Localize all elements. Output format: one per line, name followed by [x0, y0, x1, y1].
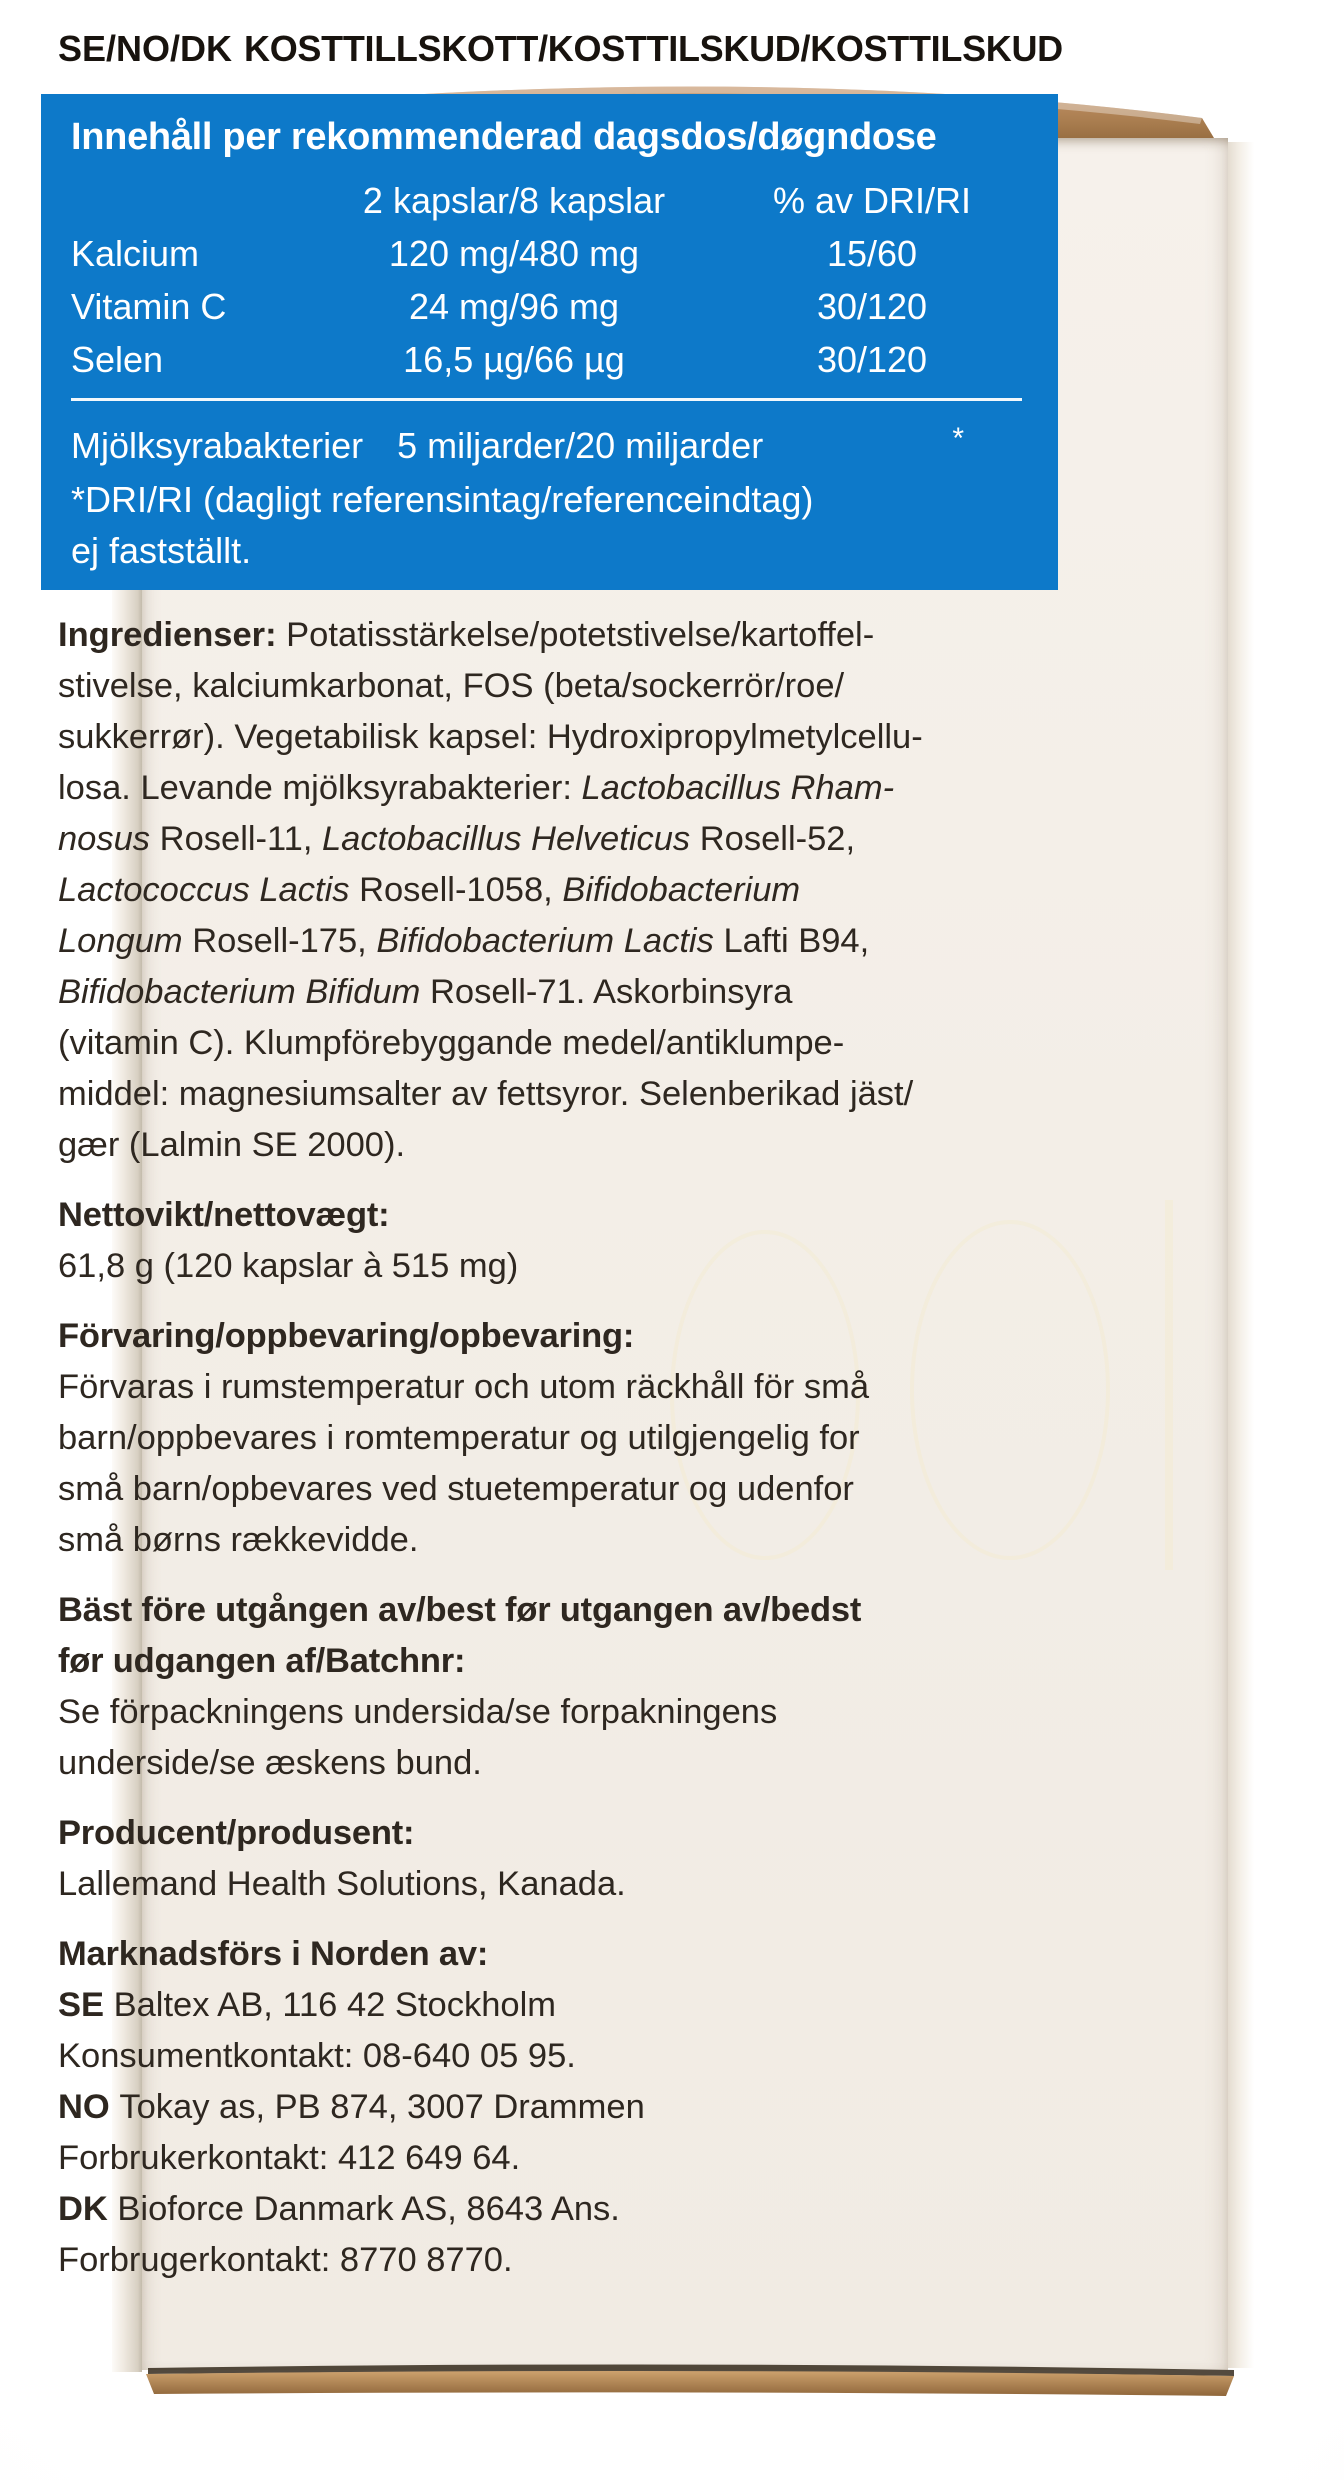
- supplement-type-label: KOSTTILLSKOTT/KOSTTILSKUD/KOSTTILSKUD: [244, 28, 1063, 69]
- text-line: Forbrukerkontakt: 412 649 64.: [58, 2139, 521, 2177]
- section-heading: [58, 1190, 1308, 1241]
- nutrition-title: Innehåll per rekommenderad dagsdos/døgndose: [71, 116, 937, 158]
- section-heading: [58, 1311, 1308, 1362]
- nutrient-row: [71, 333, 1022, 386]
- text-line: (vitamin C). Klumpförebyggande medel/antiklumpe-: [58, 1024, 845, 1062]
- text-line: Ingredienser: Potatisstärkelse/potetstivelse/kartoffel-: [58, 616, 875, 654]
- section-body: [58, 1241, 1308, 1292]
- text-line: losa. Levande mjölksyrabakterier: Lactobacillus Rham-: [58, 769, 895, 807]
- text-line: DK Bioforce Danmark AS, 8643 Ans.: [58, 2190, 620, 2228]
- text-line: Bifidobacterium Bifidum Rosell-71. Askorbinsyra: [58, 973, 793, 1011]
- nutrient-amount: 24 mg/96 mg: [408, 286, 620, 327]
- section-net-weight: [58, 1190, 1308, 1292]
- nutrition-table: [71, 174, 1022, 386]
- footnote-mark: *: [952, 422, 964, 455]
- dose-column-header: 2 kapslar/8 kapslar: [362, 180, 666, 221]
- text-line: Nettovikt/nettovægt:: [58, 1196, 390, 1234]
- label-sections: [58, 610, 1308, 2286]
- nutrient-dri: 15/60: [826, 233, 918, 274]
- text-line: stivelse, kalciumkarbonat, FOS (beta/sockerrör/roe/: [58, 667, 845, 705]
- text-line: middel: magnesiumsalter av fettsyror. Selenberikad jäst/: [58, 1075, 914, 1113]
- probiotic-row: [71, 419, 1022, 472]
- text-line: Bäst före utgången av/best før utgangen av/bedst: [58, 1591, 862, 1629]
- section-marketer: [58, 1929, 1308, 2286]
- section-body: [58, 1859, 1308, 1910]
- nutrient-name: Kalcium: [71, 233, 200, 274]
- nutrition-table-header: [71, 174, 1022, 227]
- nutrient-amount: 5 miljarder/20 miljarder: [397, 425, 764, 466]
- text-line: Longum Rosell-175, Bifidobacterium Lactis Lafti B94,: [58, 922, 870, 960]
- nutrient-row: [71, 227, 1022, 280]
- text-line: Marknadsförs i Norden av:: [58, 1935, 489, 1973]
- footnote-line: ej fastställt.: [71, 530, 252, 571]
- section-body: [58, 610, 1308, 1171]
- section-body: [58, 1980, 1308, 2286]
- nutrient-name: Vitamin C: [71, 286, 227, 327]
- divider-line: [71, 398, 1022, 401]
- text-line: små børns rækkevidde.: [58, 1521, 419, 1559]
- section-producer: [58, 1808, 1308, 1910]
- nutrient-name: Selen: [71, 339, 164, 380]
- text-line: Producent/produsent:: [58, 1814, 415, 1852]
- text-line: Lactococcus Lactis Rosell-1058, Bifidobacterium: [58, 871, 801, 909]
- footnote-line: *DRI/RI (dagligt referensintag/referenceindtag): [71, 479, 814, 520]
- section-body: [58, 1362, 1308, 1566]
- text-line: barn/oppbevares i romtemperatur og utilgjengelig for: [58, 1419, 860, 1457]
- text-line: sukkerrør). Vegetabilisk kapsel: Hydroxipropylmetylcellu-: [58, 718, 923, 756]
- text-line: SE Baltex AB, 116 42 Stockholm: [58, 1986, 556, 2024]
- text-line: Förvaras i rumstemperatur och utom räckhåll för små: [58, 1368, 870, 1406]
- text-line: Lallemand Health Solutions, Kanada.: [58, 1865, 626, 1903]
- text-line: nosus Rosell-11, Lactobacillus Helveticus Rosell-52,: [58, 820, 856, 858]
- dri-footnote: [71, 474, 1022, 576]
- text-line: gær (Lalmin SE 2000).: [58, 1126, 406, 1164]
- text-line: Forbrugerkontakt: 8770 8770.: [58, 2241, 513, 2279]
- nutrient-name: Mjölksyrabakterier: [71, 425, 364, 466]
- text-line: 61,8 g (120 kapslar à 515 mg): [58, 1247, 519, 1285]
- nutrient-amount: 120 mg/480 mg: [388, 233, 640, 274]
- nutrient-dri: 30/120: [816, 286, 928, 327]
- text-line: underside/se æskens bund.: [58, 1744, 482, 1782]
- text-line: små barn/opbevares ved stuetemperatur og udenfor: [58, 1470, 854, 1508]
- text-line: Förvaring/oppbevaring/opbevaring:: [58, 1317, 635, 1355]
- nutrition-panel: [41, 94, 1058, 590]
- dri-column-header: % av DRI/RI: [772, 180, 972, 221]
- section-body: [58, 1687, 1308, 1789]
- text-line: Konsumentkontakt: 08-640 05 95.: [58, 2037, 576, 2075]
- language-codes: SE/NO/DK: [58, 28, 233, 69]
- supplement-type-line: [58, 26, 1308, 72]
- nutrient-dri: 30/120: [816, 339, 928, 380]
- text-line: NO Tokay as, PB 874, 3007 Drammen: [58, 2088, 645, 2126]
- text-line: Se förpackningens undersida/se forpakningens: [58, 1693, 778, 1731]
- section-storage: [58, 1311, 1308, 1566]
- section-heading: [58, 1808, 1308, 1859]
- nutrient-amount: 16,5 µg/66 µg: [403, 339, 625, 380]
- section-heading: [58, 1929, 1308, 1980]
- section-ingredients: [58, 610, 1308, 1171]
- section-best-before: [58, 1585, 1308, 1789]
- text-line: før udgangen af/Batchnr:: [58, 1642, 466, 1680]
- nutrition-rows: [71, 227, 1022, 386]
- nutrient-row: [71, 280, 1022, 333]
- section-heading: [58, 1585, 1308, 1687]
